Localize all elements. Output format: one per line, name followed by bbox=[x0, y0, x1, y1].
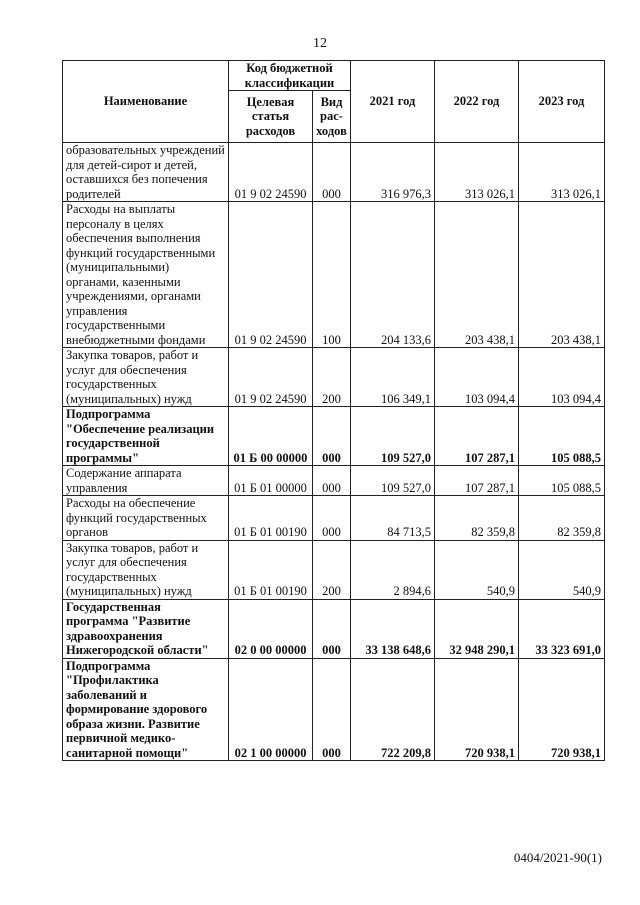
row-value-2023: 313 026,1 bbox=[519, 143, 605, 202]
table-row bbox=[63, 540, 605, 599]
row-name: Содержание аппарата управления bbox=[63, 466, 229, 496]
row-value-2021: 722 209,8 bbox=[351, 658, 435, 761]
row-code: 01 Б 01 00000 bbox=[229, 466, 313, 496]
row-code: 01 Б 00 00000 bbox=[229, 407, 313, 466]
row-value-2022: 540,9 bbox=[435, 540, 519, 599]
table-row bbox=[63, 348, 605, 407]
row-name: Расходы на обеспечение функций государственных органов bbox=[63, 496, 229, 541]
header-target: Целевая статья расходов bbox=[229, 91, 313, 143]
row-name: Закупка товаров, работ и услуг для обеспечения государственных (муниципальных) нужд bbox=[63, 348, 229, 407]
row-type: 000 bbox=[313, 407, 351, 466]
row-name: Расходы на выплаты персоналу в целях обеспечения выполнения функций государственными (муниципальными) органами, казенными учреждениями, органами управления государственными внебюджетными фондами bbox=[63, 202, 229, 348]
table-row bbox=[63, 407, 605, 466]
row-name: образовательных учреждений для детей-сирот и детей, оставшихся без попечения родителей bbox=[63, 143, 229, 202]
row-value-2022: 720 938,1 bbox=[435, 658, 519, 761]
row-name: Подпрограмма "Обеспечение реализации государственной программы" bbox=[63, 407, 229, 466]
row-type: 200 bbox=[313, 540, 351, 599]
table-row bbox=[63, 143, 605, 202]
row-type: 100 bbox=[313, 202, 351, 348]
row-value-2021: 84 713,5 bbox=[351, 496, 435, 541]
row-code: 01 Б 01 00190 bbox=[229, 496, 313, 541]
row-type: 000 bbox=[313, 658, 351, 761]
table-row bbox=[63, 599, 605, 658]
row-code: 01 9 02 24590 bbox=[229, 202, 313, 348]
header-2023: 2023 год bbox=[519, 61, 605, 143]
row-value-2023: 82 359,8 bbox=[519, 496, 605, 541]
row-name: Подпрограмма "Профилактика заболеваний и формирование здорового образа жизни. Развитие первичной медико-санитарной помощи" bbox=[63, 658, 229, 761]
row-code: 01 9 02 24590 bbox=[229, 348, 313, 407]
table-row bbox=[63, 496, 605, 541]
row-value-2023: 720 938,1 bbox=[519, 658, 605, 761]
row-name: Закупка товаров, работ и услуг для обеспечения государственных (муниципальных) нужд bbox=[63, 540, 229, 599]
row-value-2022: 32 948 290,1 bbox=[435, 599, 519, 658]
table-row bbox=[63, 658, 605, 761]
row-type: 000 bbox=[313, 599, 351, 658]
row-type: 000 bbox=[313, 143, 351, 202]
header-code-group: Код бюджетной классификации bbox=[229, 61, 351, 91]
row-code: 01 Б 01 00190 bbox=[229, 540, 313, 599]
row-value-2022: 82 359,8 bbox=[435, 496, 519, 541]
row-code: 02 0 00 00000 bbox=[229, 599, 313, 658]
row-value-2022: 313 026,1 bbox=[435, 143, 519, 202]
row-value-2022: 107 287,1 bbox=[435, 407, 519, 466]
row-value-2021: 109 527,0 bbox=[351, 407, 435, 466]
row-value-2021: 106 349,1 bbox=[351, 348, 435, 407]
row-name: Государственная программа "Развитие здравоохранения Нижегородской области" bbox=[63, 599, 229, 658]
row-value-2022: 103 094,4 bbox=[435, 348, 519, 407]
header-2022: 2022 год bbox=[435, 61, 519, 143]
row-code: 02 1 00 00000 bbox=[229, 658, 313, 761]
header-name: Наименование bbox=[63, 61, 229, 143]
table-row bbox=[63, 466, 605, 496]
row-value-2022: 107 287,1 bbox=[435, 466, 519, 496]
row-value-2021: 2 894,6 bbox=[351, 540, 435, 599]
row-value-2022: 203 438,1 bbox=[435, 202, 519, 348]
row-type: 000 bbox=[313, 496, 351, 541]
row-code: 01 9 02 24590 bbox=[229, 143, 313, 202]
row-value-2023: 540,9 bbox=[519, 540, 605, 599]
row-value-2023: 33 323 691,0 bbox=[519, 599, 605, 658]
table-body bbox=[63, 143, 605, 761]
header-2021: 2021 год bbox=[351, 61, 435, 143]
row-value-2023: 105 088,5 bbox=[519, 466, 605, 496]
page-number: 12 bbox=[313, 36, 327, 51]
row-type: 000 bbox=[313, 466, 351, 496]
budget-table bbox=[62, 60, 605, 761]
row-value-2021: 204 133,6 bbox=[351, 202, 435, 348]
row-value-2021: 109 527,0 bbox=[351, 466, 435, 496]
row-value-2023: 105 088,5 bbox=[519, 407, 605, 466]
row-value-2023: 203 438,1 bbox=[519, 202, 605, 348]
document-code: 0404/2021-90(1) bbox=[513, 850, 602, 865]
row-value-2021: 316 976,3 bbox=[351, 143, 435, 202]
row-value-2023: 103 094,4 bbox=[519, 348, 605, 407]
table-row bbox=[63, 202, 605, 348]
row-type: 200 bbox=[313, 348, 351, 407]
header-type: Вид рас-ходов bbox=[313, 91, 351, 143]
row-value-2021: 33 138 648,6 bbox=[351, 599, 435, 658]
